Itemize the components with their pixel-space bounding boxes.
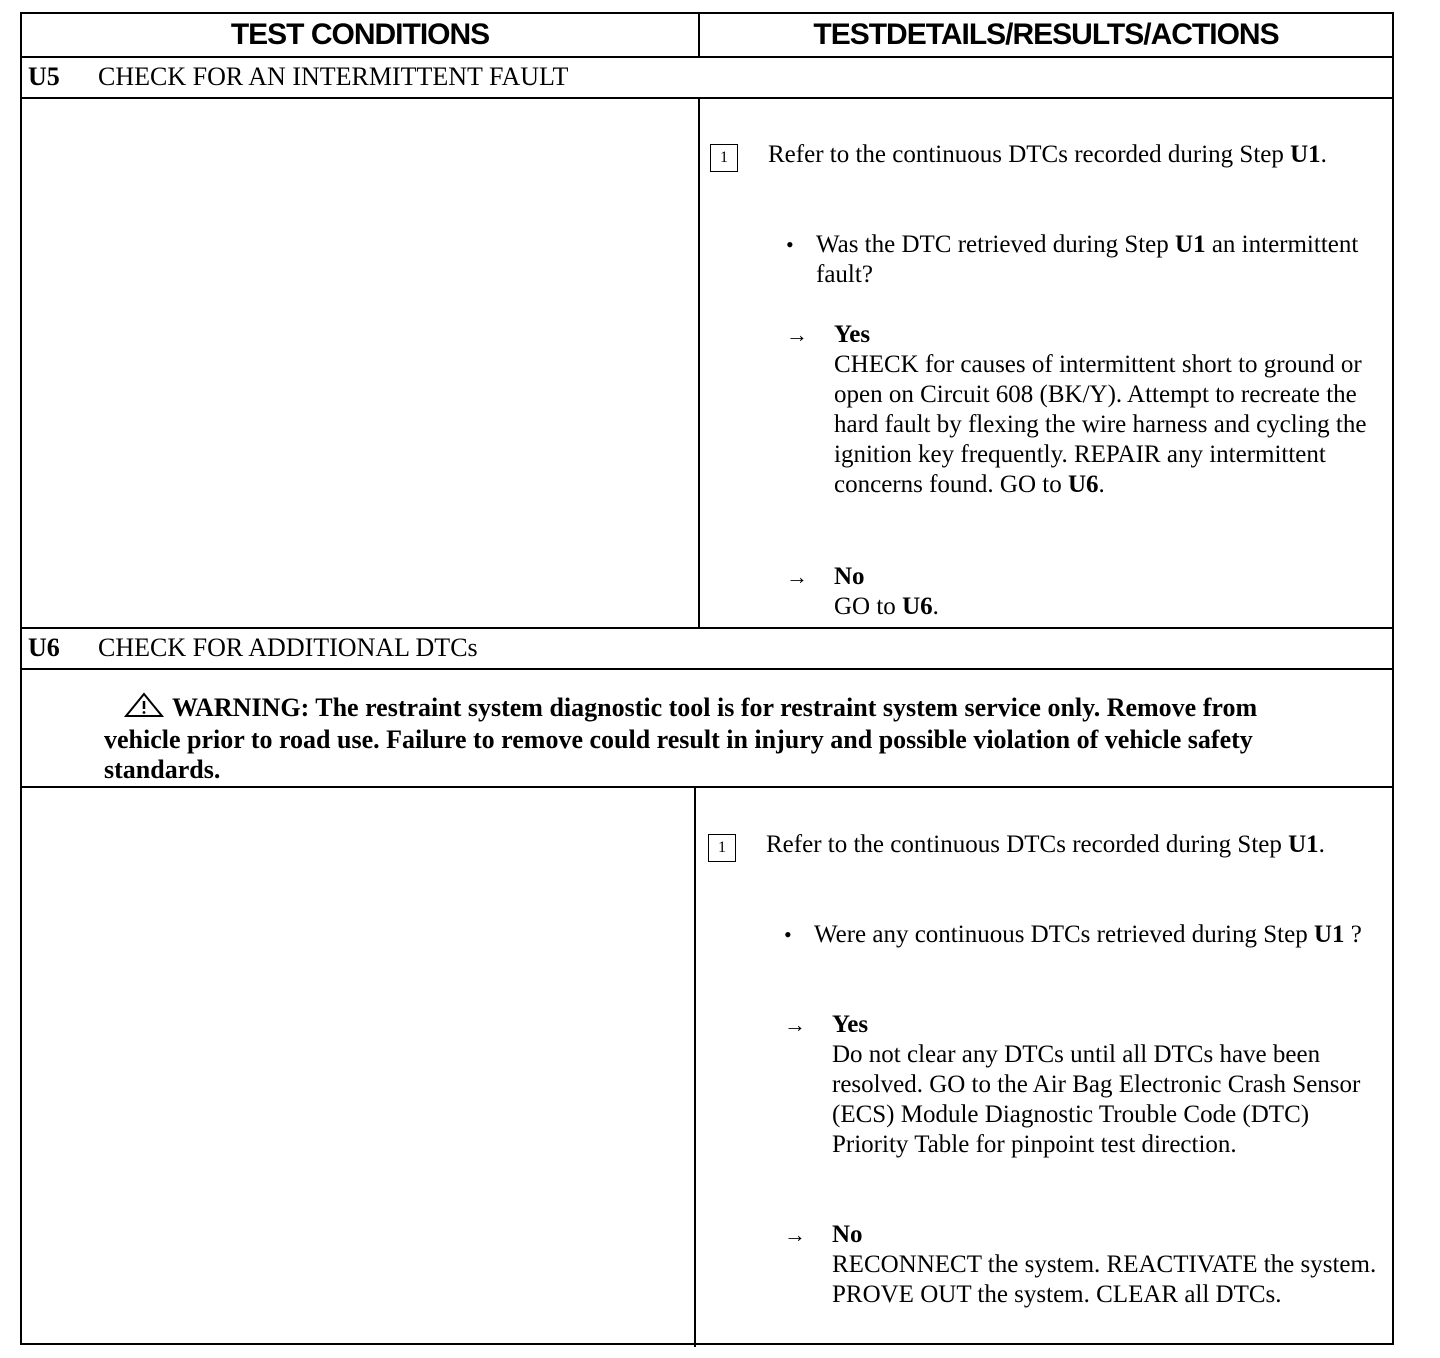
arrow-right-icon: → <box>784 1012 806 1037</box>
step-u6-id: U6 <box>28 633 60 662</box>
bullet-icon: • <box>784 922 792 947</box>
u5-column-divider <box>698 97 700 627</box>
u5-no-label: No <box>834 563 865 590</box>
u6-no-text: RECONNECT the system. REACTIVATE the system. PROVE OUT the system. CLEAR all DTCs. <box>832 1251 1377 1308</box>
u5-yes-answer: Yes CHECK for causes of intermittent short to ground or open on Circuit 608 (BK/Y). Attempt to recreate the hard fault by flexing the wire harness and cycling the ignition key frequently. REPAIR any intermittent concerns found. GO to U6. <box>834 320 1384 500</box>
u6-instruction: Refer to the continuous DTCs recorded during Step U1. <box>766 831 1325 858</box>
step-u5-title-row <box>28 58 568 96</box>
warning-text: WARNING: The restraint system diagnostic tool is for restraint system service only. Remove from vehicle prior to road use. Failure to remove could result in injury and possible violation of vehicle safety standards. <box>104 693 1258 784</box>
u5-yes-label: Yes <box>834 321 871 348</box>
u5-no-answer: No GO to U6. <box>834 562 1384 622</box>
u6-no-label: No <box>832 1221 863 1248</box>
u6-step-box: 1 <box>708 834 736 862</box>
arrow-right-icon: → <box>786 564 808 589</box>
u5-question: Was the DTC retrieved during Step U1 an intermittent fault? <box>816 231 1359 288</box>
u6-question: Were any continuous DTCs retrieved during Step U1 ? <box>814 921 1362 948</box>
u5-title-rule <box>22 97 1392 99</box>
u5-step-box: 1 <box>710 144 738 172</box>
warning-rule <box>22 786 1392 788</box>
header-test-details: TESTDETAILS/RESULTS/ACTIONS <box>813 18 1279 51</box>
arrow-right-icon: → <box>786 322 808 347</box>
warning-box <box>104 692 1334 785</box>
header-test-conditions: TEST CONDITIONS <box>230 18 490 51</box>
step-u5-title: CHECK FOR AN INTERMITTENT FAULT <box>98 62 569 91</box>
u6-yes-answer <box>832 1010 1382 1160</box>
step-u6-title: CHECK FOR ADDITIONAL DTCs <box>98 633 478 662</box>
bullet-icon: • <box>786 232 794 257</box>
warning-triangle-icon <box>124 692 164 725</box>
step-u6-title-row <box>28 629 478 667</box>
u6-no-answer <box>832 1220 1382 1310</box>
u6-yes-label: Yes <box>832 1011 869 1038</box>
u6-title-rule <box>22 668 1392 670</box>
step-u5-id: U5 <box>28 62 60 91</box>
arrow-right-icon: → <box>784 1222 806 1247</box>
diagnostic-table <box>20 12 1394 1345</box>
u6-yes-text: Do not clear any DTCs until all DTCs have been resolved. GO to the Air Bag Electronic Crash Sensor (ECS) Module Diagnostic Trouble Code (DTC) Priority Table for pinpoint test direction. <box>832 1041 1361 1158</box>
header-divider <box>698 14 700 56</box>
u5-instruction: Refer to the continuous DTCs recorded during Step U1. <box>768 141 1327 168</box>
u6-column-divider <box>694 786 696 1347</box>
